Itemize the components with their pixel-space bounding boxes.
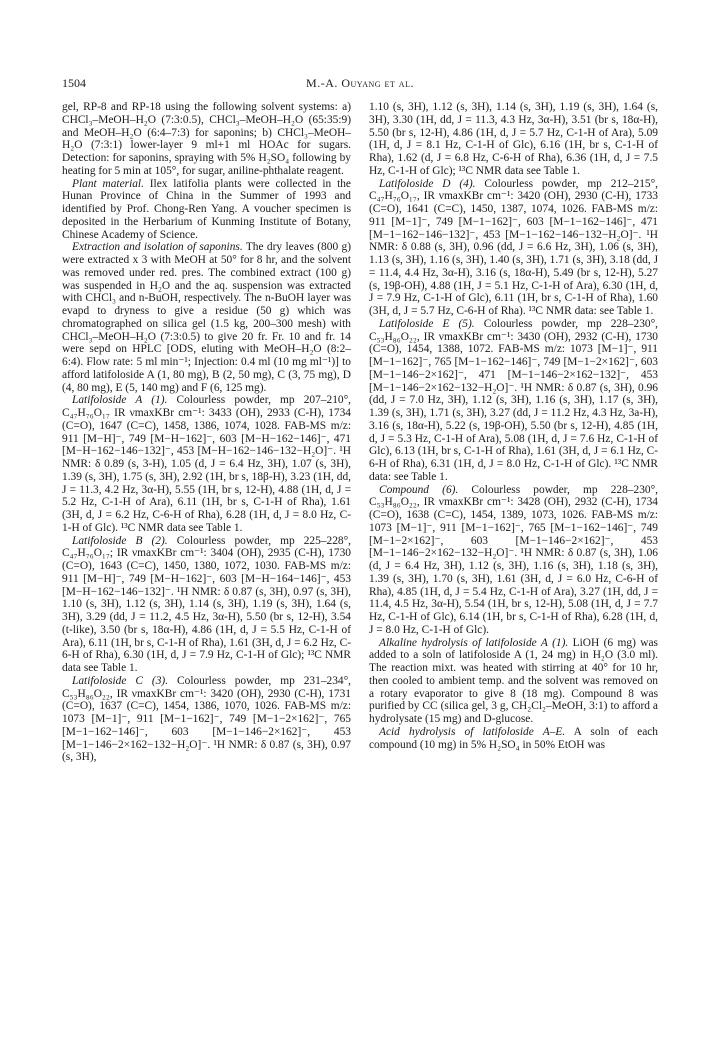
paragraph-latifoloside-c-cont: 1.10 (s, 3H), 1.12 (s, 3H), 1.14 (s, 3H), 1.19 (s, 3H), 1.64 (s, 3H), 3.30 (1H, dd, J = 11.3, 4.3 Hz, 3α-H), 3.51 (br s, 18α-H), 5.50 (br s, 12-H), 4.86 (1H, d, J = 5.7 Hz, C-1-H of Ara), 5.09 (1H, d, J = 8.1 Hz, C-1-H of Glc), 6.16 (1H, br s, C-1-H of Rha), 1.62 (d, J = 6.8 Hz, C-6-H of Rha), 6.36 (1H, d, J = 7.5 Hz, C-1-H of Glc); ¹³C NMR data see Table 1.: [369, 101, 658, 177]
paragraph-compound-6: Compound (6). Colourless powder, mp 228–230°, C₅₃H₈₆O₂₂, IR νmaxKBr cm⁻¹: 3428 (OH), 2932 (C-H), 1734 (C=O), 1638 (C=C), 1454, 1389, 1073, 1026. FAB-MS m/z: 1073 [M−1]⁻, 911 [M−1−162]⁻, 765 [M−1−162−146]⁻, 749 [M−1−2×162]⁻, 603 [M−1−146−2×162]⁻, 453 [M−1−146−2×162−132−H₂O]⁻. ¹H NMR: δ 0.87 (s, 3H), 1.06 (d, J = 6.4 Hz, 3H), 1.12 (s, 3H), 1.16 (s, 3H), 1.18 (s, 3H), 1.39 (s, 3H), 1.70 (s, 3H), 1.61 (3H, d, J = 6.0 Hz, C-6-H of Rha), 4.85 (1H, d, J = 5.4 Hz, C-1-H of Ara), 3.27 (1H, dd, J = 11.4, 4.5 Hz, 3α-H), 5.54 (1H, br s, 12-H), 5.08 (1H, d, J = 7.7 Hz, C-1-H of Glc), 6.14 (1H, br s, C-1-H of Rha), 6.28 (1H, d, J = 8.0 Hz, C-1-H of Glc).: [369, 483, 659, 636]
running-head: M.-A. Ouyang et al.: [306, 76, 414, 90]
paragraph-lead: Extraction and isolation of saponins.: [72, 241, 243, 254]
paragraph-lead: Alkaline hydrolysis of latifoloside A (1).: [379, 636, 569, 649]
paragraph-extraction: Extraction and isolation of saponins. The dry leaves (800 g) were extracted x 3 with MeOH at 50° for 8 hr, and the solvent was removed under red. pres. The combined extract (100 g) was suspended in H₂O and the aq. suspension was extracted with CHCl₃ and n-BuOH, respectively. The n-BuOH layer was evapd to dryness to give a residue (50 g) which was chromatographed on silica gel (1.5 kg, 200–300 mesh) with CHCl₃–MeOH–H₂O (7:3:0.5) to give 20 fr. Fr. 10 and fr. 14 were sepd on HPLC [ODS, eluting with MeOH–H₂O (8:2–6:4). Flow rate: 5 ml min⁻¹; Injection: 0.4 ml (10 mg ml⁻¹)] to afford latifoloside A (1, 80 mg), B (2, 50 mg), C (3, 75 mg), D (4, 80 mg), E (5, 140 mg) and F (6, 125 mg).: [62, 241, 351, 394]
paragraph-latifoloside-a: Latifoloside A (1). Colourless powder, mp 207–210°, C₄₇H₇₆O₁₇ IR νmaxKBr cm⁻¹: 3433 (OH), 2933 (C-H), 1734 (C=O), 1647 (C=C), 1458, 1386, 1074, 1028. FAB-MS m/z: 911 [M−H]⁻, 749 [M−H−162]⁻, 603 [M−H−162−146]⁻, 471 [M−H−162−146−132]⁻, 453 [M−H−162−146−132−H₂O]⁻. ¹H NMR: δ 0.89 (s, 3-H), 1.05 (d, J = 6.4 Hz, 3H), 1.07 (s, 3H), 1.39 (s, 3H), 1.75 (s, 3H), 2.92 (1H, br s, 18β-H), 3.23 (1H, dd, J = 11.3, 4.2 Hz, 3α-H), 5.55 (1H, br s, 12-H), 4.88 (1H, d, J = 5.2 Hz, C-1-H of Ara), 6.11 (1H, br s, C-1-H of Rha), 1.61 (3H, d, J = 6.2 Hz, C-6-H of Rha), 6.28 (1H, d, J = 8.0 Hz, C-1-H of Glc). ¹³C NMR data see Table 1.: [62, 394, 351, 534]
right-column: [369, 101, 658, 751]
paragraph-latifoloside-b: Latifoloside B (2). Colourless powder, mp 225–228°, C₄₇H₇₆O₁₇; IR νmaxKBr cm⁻¹: 3404 (OH), 2935 (C-H), 1730 (C=O), 1643 (C=C), 1450, 1380, 1072, 1030. FAB-MS m/z: 911 [M−H]⁻, 749 [M−H−162]⁻, 603 [M−H−164−146]⁻, 453 [M−H−162−146−132]⁻. ¹H NMR: δ 0.87 (s, 3H), 0.97 (s, 3H), 1.10 (s, 3H), 1.12 (s, 3H), 1.14 (s, 3H), 1.19 (s, 3H), 1.64 (s, 3H), 3.29 (dd, J = 11.2, 4.5 Hz, 3α-H), 5.50 (br s, 12-H), 3.54 (t-like), 3.50 (br s, 18α-H), 4.86 (1H, d, J = 5.5 Hz, C-1-H of Ara), 6.11 (1H, br s, C-1-H of Rha), 1.61 (3H, d, J = 6.2 Hz, C-6-H of Rha), 6.30 (1H, d, J = 7.9 Hz, C-1-H of Glc); ¹³C NMR data see Table 1.: [62, 534, 351, 674]
paragraph-latifoloside-d: Latifoloside D (4). Colourless powder, mp 212–215°, C₄₇H₇₆O₁₇, IR νmaxKBr cm⁻¹: 3420 (OH), 2930 (C-H), 1733 (C=O), 1641 (C=C), 1450, 1387, 1074, 1026. FAB-MS m/z: 911 [M−1]⁻, 749 [M−1−162]⁻, 603 [M−1−162−146]⁻, 471 [M−1−162−146−132]⁻, 453 [M−1−162−146−132−H₂O]⁻. ¹H NMR: δ 0.88 (s, 3H), 0.96 (dd, J = 6.6 Hz, 3H), 1.06 (s, 3H), 1.13 (s, 3H), 1.16 (s, 3H), 1.40 (s, 3H), 1.71 (s, 3H), 3.18 (dd, J = 11.4, 4.4 Hz, 3α-H), 3.16 (s, 18α-H), 5.49 (br s, 12-H), 5.27 (s, 19β-OH), 4.88 (1H, J = 5.1 Hz, C-1-H of Ara), 6.30 (1H, d, J = 7.9 Hz, C-1-H of Glc), 6.11 (1H, br s, C-1-H of Rha), 1.60 (3H, d, J = 5.7 Hz, C-6-H of Rha). ¹³C NMR data: see Table 1.: [369, 177, 658, 317]
paragraph-lead: Latifoloside A (1).: [72, 394, 168, 407]
paragraph-lead: Latifoloside D (4).: [379, 177, 476, 190]
page-header: [62, 76, 658, 94]
left-column: [62, 101, 351, 764]
paragraph-latifoloside-e: Latifoloside E (5). Colourless powder, mp 228–230°, C₅₃H₈₆O₂₂, IR νmaxKBr cm⁻¹: 3430 (OH), 2932 (C-H), 1730 (C=O), 1454, 1388, 1072. FAB-MS m/z: 1073 [M−1]⁻, 911 [M−1−162]⁻, 765 [M−1−162−146]⁻, 749 [M−1−2×162]⁻, 603 [M−1−146−2×162]⁻, 471 [M−1−146−2×162−132]⁻, 453 [M−1−146−2×162−132−H₂O]⁻. ¹H NMR: δ 0.87 (s, 3H), 0.96 (dd, J = 7.0 Hz, 3H), 1.12 (s, 3H), 1.16 (s, 3H), 1.17 (s, 3H), 1.39 (s, 3H), 1.71 (s, 3H), 3.27 (dd, J = 11.2 Hz, 4.3 Hz, 3a-H), 3.16 (s, 18α-H), 5.22 (s, 19β-OH), 5.50 (br s, 12-H), 4.85 (1H, d, J = 5.3 Hz, C-1-H of Ara), 5.08 (1H, d, J = 7.6 Hz, C-1-H of Glc), 6.13 (1H, br s, C-1-H of Rha), 1.61 (3H, d, J = 6.1 Hz, C-6-H of Rha), 6.31 (1H, d, J = 8.0 Hz, C-1-H of Glc). ¹³C NMR data: see Table 1.: [369, 317, 658, 483]
paragraph-lead: Latifoloside B (2).: [72, 534, 168, 547]
paragraph-lead: Plant material.: [72, 177, 144, 190]
paragraph-plant-material: Plant material. Ilex latifolia plants were collected in the Hunan Province of China in the Summer of 1993 and identified by Prof. Chong-Ren Yang. A voucher specimen is deposited in the Herbarium of Kunming Institute of Botany, Chinese Academy of Science.: [62, 177, 351, 241]
paragraph-alkaline-hydrolysis: Alkaline hydrolysis of latifoloside A (1). LiOH (6 mg) was added to a soln of latifoloside A (1, 24 mg) in H₂O (3.0 ml). The reaction mixt. was heated with stirring at 40° for 10 hr, then cooled to ambient temp. and the solvent was removed on a rotary evaporator to give 8 (18 mg). Compound 8 was purified by CC (silica gel, 3 g, CH₂Cl₂–MeOH, 3:1) to afford a hydrolysate (15 mg) and D-glucose.: [369, 636, 658, 725]
paragraph-latifoloside-c: Latifoloside C (3). Colourless powder, mp 231–234°, C₅₃H₈₆O₂₂, IR νmaxKBr cm⁻¹: 3420 (OH), 2930 (C-H), 1731 (C=O), 1637 (C=C), 1454, 1386, 1070, 1026. FAB-MS m/z: 1073 [M−1]⁻, 911 [M−1−162]⁻, 749 [M−1−2×162]⁻, 765 [M−1−162−146]⁻, 603 [M−1−146−2×162]⁻, 453 [M−1−146−2×162−132−H₂O]⁻. ¹H NMR: δ 0.87 (s, 3H), 0.97 (s, 3H),: [62, 674, 352, 764]
paragraph-lead: Latifoloside C (3).: [72, 674, 169, 687]
paragraph-solvent-systems: gel, RP-8 and RP-18 using the following solvent systems: a) CHCl₃–MeOH–H₂O (7:3:0.5), CHCl₃–MeOH–H₂O (65:35:9) and MeOH–H₂O (6:4–7:3) for saponins; b) CHCl₃–MeOH–H₂O (7:3:1) lower-layer 9 ml+1 ml HOAc for sugars. Detection: for saponins, spraying with 5% H₂SO₄ following by heating for 5 min at 105°, for sugar, aniline-phthalate reagent.: [62, 101, 351, 177]
paragraph-lead: Acid hydrolysis of latifoloside A–E.: [379, 725, 566, 738]
paragraph-acid-hydrolysis: Acid hydrolysis of latifoloside A–E. A soln of each compound (10 mg) in 5% H₂SO₄ in 50% EtOH was: [369, 725, 658, 751]
paragraph-lead: Compound (6).: [379, 483, 459, 496]
paragraph-lead: Latifoloside E (5).: [379, 317, 475, 330]
page-number: 1504: [62, 76, 86, 90]
